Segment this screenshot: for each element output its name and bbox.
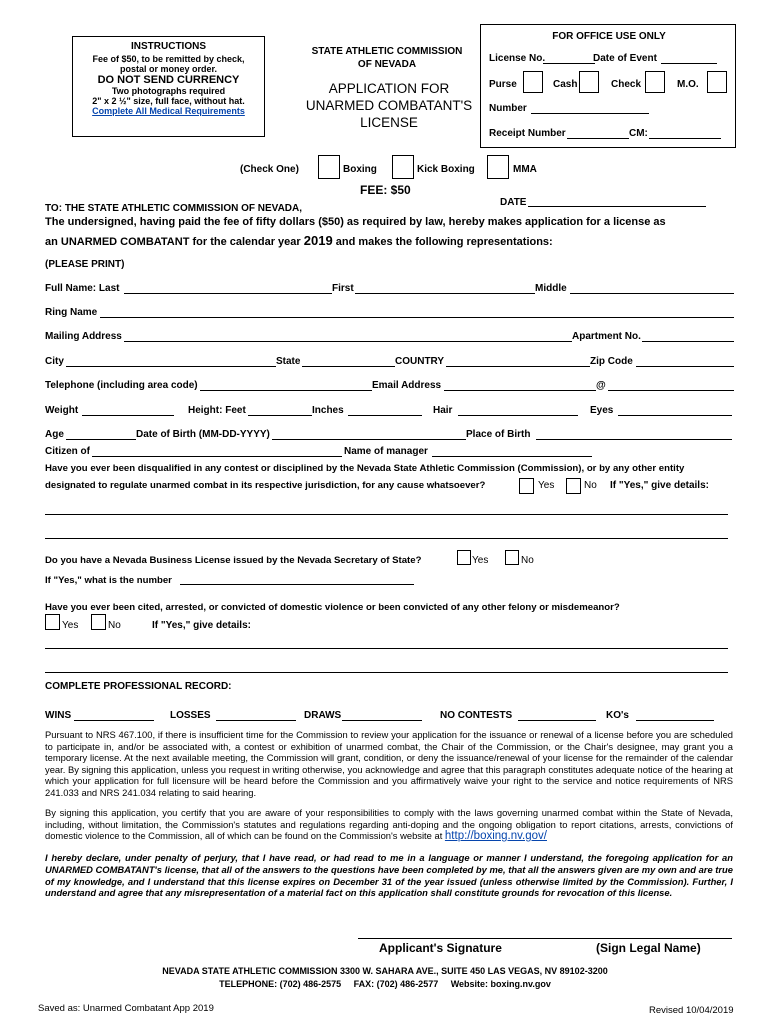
draws-label: DRAWS: [304, 710, 342, 721]
footer-contact: TELEPHONE: (702) 486-2575 FAX: (702) 486-2577 Website: boxing.nv.gov: [219, 979, 551, 989]
signature-label: Applicant's Signature: [379, 941, 502, 955]
title-line1: APPLICATION FOR: [328, 81, 450, 96]
sign-legal-name-label: (Sign Legal Name): [596, 941, 701, 955]
commission-line1: STATE ATHLETIC COMMISSION: [311, 46, 463, 57]
q3-details-line1[interactable]: [45, 648, 728, 649]
kick-boxing-label: Kick Boxing: [417, 164, 475, 175]
q1-no-checkbox[interactable]: [566, 478, 581, 494]
fee-label: FEE: $50: [360, 183, 411, 197]
weight-field[interactable]: [82, 415, 174, 416]
q1-details-line2[interactable]: [45, 538, 728, 539]
boxing-checkbox[interactable]: [318, 155, 340, 179]
age-field[interactable]: [66, 439, 136, 440]
cash-checkbox[interactable]: [579, 71, 599, 93]
q1-yes-checkbox[interactable]: [519, 478, 534, 494]
q3-no-checkbox[interactable]: [91, 614, 106, 630]
eyes-label: Eyes: [590, 405, 614, 416]
q3-line1: Have you ever been cited, arrested, or convicted of domestic violence or been convicted of any other felony or misdemeanor?: [45, 602, 620, 613]
purse-label: Purse: [489, 79, 517, 90]
q2-yes-checkbox[interactable]: [457, 550, 471, 565]
responsibilities-text: By signing this application, you certify that you are aware of your responsibilities to comply with the laws governing unarmed combat within the State of Nevada, including, without limitation, the Commission's statutes and regulations regarding anti-doping and the ongoing obligation to report citations, arrests, convictions of domestic violence to the Commission, all of which can be found on the Commission's website at: [45, 807, 733, 842]
cm-label: CM:: [629, 128, 648, 139]
instructions-no-currency: DO NOT SEND CURRENCY: [97, 74, 240, 86]
kos-field[interactable]: [636, 720, 714, 721]
receipt-number-label: Receipt Number: [489, 128, 566, 139]
mailing-address-field[interactable]: [124, 341, 572, 342]
cm-field[interactable]: [649, 138, 721, 139]
q2-no-checkbox[interactable]: [505, 550, 519, 565]
license-no-field[interactable]: [543, 63, 595, 64]
mo-checkbox[interactable]: [707, 71, 727, 93]
q2-no-label: No: [521, 555, 534, 566]
instructions-box: [72, 36, 265, 137]
mma-label: MMA: [513, 164, 537, 175]
eyes-field[interactable]: [618, 415, 732, 416]
city-field[interactable]: [66, 366, 276, 367]
state-field[interactable]: [302, 366, 395, 367]
manager-label: Name of manager: [344, 446, 428, 457]
height-feet-label: Height: Feet: [188, 405, 246, 416]
saved-as-note: Saved as: Unarmed Combatant App 2019: [38, 1003, 214, 1014]
q1-details-line1[interactable]: [45, 514, 728, 515]
instructions-line5: 2" x 2 ½" size, full face, without hat.: [92, 96, 245, 106]
mma-checkbox[interactable]: [487, 155, 509, 179]
perjury-declaration: I hereby declare, under penalty of perjury, that I have read, or had read to me in a language or manner I understand, the foregoing application for an UNARMED COMBATANT's license, that all of the answers to the questions have been completed by me, that all the answers given are my own and are true of my knowledge, and I understand that this license expires on December 31 of the year issued (unless otherwise limited by the Commission). Further, I understand and agree that any misrepresentation of a material fact on this application shall constitute grounds for revocation of this license.: [45, 852, 733, 899]
date-of-event-label: Date of Event: [593, 53, 657, 64]
q3-details-label: If "Yes," give details:: [152, 620, 251, 631]
number-field[interactable]: [531, 113, 649, 114]
first-name-field[interactable]: [355, 293, 535, 294]
country-label: COUNTRY: [395, 356, 445, 367]
purse-checkbox[interactable]: [523, 71, 543, 93]
instructions-line2: postal or money order.: [119, 64, 218, 74]
boxing-label: Boxing: [343, 164, 377, 175]
title-line2: UNARMED COMBATANT'S: [305, 98, 473, 113]
q3-details-line2[interactable]: [45, 672, 728, 673]
no-contests-label: NO CONTESTS: [440, 710, 513, 721]
signature-line[interactable]: [358, 938, 732, 939]
q2-number-field[interactable]: [180, 584, 414, 585]
page-title: [292, 80, 486, 131]
revised-date: Revised 10/04/2019: [649, 1005, 734, 1016]
responsibilities-paragraph: [45, 807, 733, 843]
commission-line2: OF NEVADA: [357, 59, 417, 70]
citizen-of-label: Citizen of: [45, 446, 90, 457]
middle-name-field[interactable]: [570, 293, 734, 294]
title-line3: LICENSE: [360, 115, 418, 130]
ring-name-field[interactable]: [100, 317, 734, 318]
kick-boxing-checkbox[interactable]: [392, 155, 414, 179]
inches-label: Inches: [312, 405, 344, 416]
mo-label: M.O.: [677, 79, 699, 90]
last-name-field[interactable]: [124, 293, 332, 294]
mailing-address-label: Mailing Address: [45, 331, 122, 342]
check-one-label: (Check One): [240, 164, 299, 175]
wins-field[interactable]: [74, 720, 154, 721]
commission-name: [298, 45, 476, 71]
manager-field[interactable]: [432, 456, 592, 457]
apartment-label: Apartment No.: [572, 331, 641, 342]
date-of-event-field[interactable]: [661, 63, 717, 64]
medical-requirements-link[interactable]: Complete All Medical Requirements: [92, 106, 245, 116]
q2-number-label: If "Yes," what is the number: [45, 575, 172, 586]
email-user-field[interactable]: [444, 390, 596, 391]
footer-address: NEVADA STATE ATHLETIC COMMISSION 3300 W. SAHARA AVE., SUITE 450 LAS VEGAS, NV 89102-3200: [162, 966, 608, 976]
email-at-label: @: [596, 380, 606, 391]
q3-yes-checkbox[interactable]: [45, 614, 60, 630]
zip-code-label: Zip Code: [590, 356, 633, 367]
dob-label: Date of Birth (MM-DD-YYYY): [136, 429, 270, 440]
intro-line1: The undersigned, having paid the fee of fifty dollars ($50) as required by law, hereby makes application for a license as: [45, 216, 666, 228]
height-feet-field[interactable]: [248, 415, 312, 416]
q3-no-label: No: [108, 620, 121, 631]
place-of-birth-field[interactable]: [536, 439, 732, 440]
hair-label: Hair: [433, 405, 453, 416]
ring-name-label: Ring Name: [45, 307, 98, 318]
q1-yes-label: Yes: [538, 480, 555, 491]
intro-line2-a: an UNARMED COMBATANT for the calendar year: [45, 236, 304, 248]
losses-label: LOSSES: [170, 710, 211, 721]
check-checkbox[interactable]: [645, 71, 665, 93]
telephone-field[interactable]: [200, 390, 372, 391]
number-label: Number: [489, 103, 527, 114]
license-no-label: License No.: [489, 53, 546, 64]
date-label: DATE: [500, 197, 527, 208]
city-label: City: [45, 356, 64, 367]
email-label: Email Address: [372, 380, 442, 391]
place-of-birth-label: Place of Birth: [466, 429, 531, 440]
receipt-number-field[interactable]: [567, 138, 629, 139]
cash-label: Cash: [553, 79, 578, 90]
instructions-title: INSTRUCTIONS: [131, 41, 206, 52]
no-contests-field[interactable]: [518, 720, 596, 721]
inches-field[interactable]: [348, 415, 422, 416]
draws-field[interactable]: [342, 720, 422, 721]
losses-field[interactable]: [216, 720, 296, 721]
temporary-license-paragraph: Pursuant to NRS 467.100, if there is insufficient time for the Commission to review your application for the issuance or renewal of a license before you are scheduled to participate in, and/or be associated with, a contest or exhibition of unarmed combat, the Chair of the Commission, or the Chair's designee, may grant you a temporary license. At the next available meeting, the Commission will grant, condition, or deny the issuance/renewal of your license for the remainder of the calendar year. By signing this application, unless you request in writing otherwise, you acknowledge and agree that this paragraph constitutes adequate notice of the hearing at which your application for full licensure will be heard before the Commission and you affirmatively waive your right to the service and notice requirements of NRS 241.033 and NRS 241.034 relating to said hearing.: [45, 729, 733, 798]
email-domain-field[interactable]: [608, 390, 734, 391]
q3-yes-label: Yes: [62, 620, 79, 631]
middle-name-label: Middle: [535, 283, 567, 294]
office-use-title: FOR OFFICE USE ONLY: [552, 31, 666, 42]
q1-line2: designated to regulate unarmed combat in its respective jurisdiction, for any cause whatsoever?: [45, 480, 486, 491]
office-use-box: [480, 24, 736, 148]
commission-website-link[interactable]: http://boxing.nv.gov/: [444, 830, 547, 843]
q2-line1: Do you have a Nevada Business License issued by the Nevada Secretary of State?: [45, 555, 422, 566]
intro-line2-c: and makes the following representations:: [332, 236, 553, 248]
q1-details-label: If "Yes," give details:: [610, 480, 709, 491]
zip-code-field[interactable]: [636, 366, 734, 367]
date-field[interactable]: [528, 206, 706, 207]
first-name-label: First: [332, 283, 354, 294]
calendar-year: 2019: [303, 233, 333, 248]
please-print-label: (PLEASE PRINT): [45, 259, 125, 270]
dob-field[interactable]: [272, 439, 466, 440]
intro-line2: [45, 233, 553, 248]
state-label: State: [276, 356, 301, 367]
instructions-line1: Fee of $50, to be remitted by check,: [92, 54, 245, 64]
record-title: COMPLETE PROFESSIONAL RECORD:: [45, 681, 232, 692]
q1-line1: Have you ever been disqualified in any contest or disciplined by the Nevada State Athletic Commission (Commission), or by any other entity: [45, 463, 685, 474]
hair-field[interactable]: [458, 415, 578, 416]
q1-no-label: No: [584, 480, 597, 491]
q2-yes-label: Yes: [472, 555, 489, 566]
weight-label: Weight: [45, 405, 79, 416]
full-name-label: Full Name: Last: [45, 283, 120, 294]
citizen-of-field[interactable]: [92, 456, 342, 457]
instructions-line4: Two photographs required: [111, 86, 226, 96]
apartment-field[interactable]: [642, 341, 734, 342]
kos-label: KO's: [606, 710, 629, 721]
age-label: Age: [45, 429, 64, 440]
to-line: TO: THE STATE ATHLETIC COMMISSION OF NEVADA,: [45, 203, 303, 214]
country-field[interactable]: [446, 366, 590, 367]
wins-label: WINS: [45, 710, 72, 721]
check-label: Check: [611, 79, 642, 90]
telephone-label: Telephone (including area code): [45, 380, 198, 391]
